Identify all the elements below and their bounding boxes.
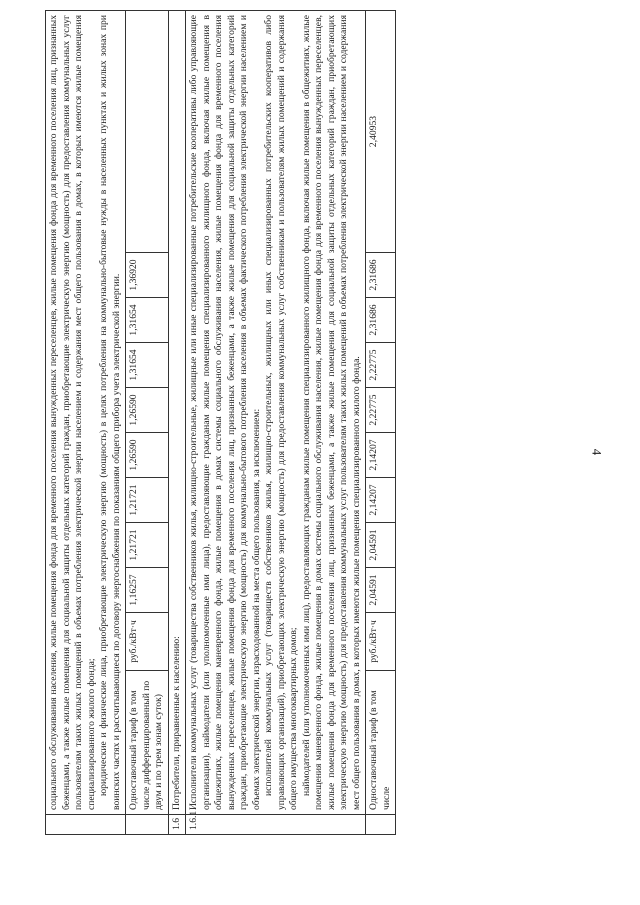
empty-cell: [126, 11, 169, 253]
tariff-value: 1,31654: [126, 298, 169, 343]
table-row-1-6-1: [186, 11, 366, 835]
tariff-label: Одноставочный тариф (в том числе: [366, 671, 396, 815]
table-row-tariff-2: [366, 11, 396, 835]
tariff-value: 2,40953: [366, 11, 396, 253]
tariff-value: 2,31686: [366, 298, 396, 343]
tariff-value: 1,36920: [126, 253, 169, 298]
tariff-value: 2,31686: [366, 253, 396, 298]
tariff-value: 2,22775: [366, 388, 396, 433]
table-row-1-6: [168, 11, 186, 835]
continuation-text: [46, 11, 126, 815]
tariff-value: 2,14207: [366, 478, 396, 523]
tariff-value: 1,26590: [126, 433, 169, 478]
rotated-page: [45, 15, 575, 835]
row-num-cell: [126, 815, 169, 835]
tariff-value: 2,22775: [366, 343, 396, 388]
tariff-value: 2,04591: [366, 568, 396, 613]
row-text: [186, 11, 366, 815]
paragraph: социального обслуживания населения, жилые помещения фонда для временного поселения вынужденных переселенцев, жилые помещения фонда для временного поселения лиц, признанных беженцами, а также жилые помещения для социальной защиты отдельных категорий граждан, приобретающие электрическую энергию (мощность) для предоставления коммунальных услуг пользователям таких жилых помещений в объемах потребления электрической энергии населением и содержания мест общего пользования в домах, в которых имеются жилые помещения специализированного жилого фонда;: [48, 15, 97, 810]
paragraph: Исполнители коммунальных услуг (товарищества собственников жилья, жилищно-строительные, жилищные или иные специализированные потребительские кооперативы либо управляющие организации), наймодатели (или уполномоченные ими лица), предоставляющие гражданам жилые помещения специализированного жилищного фонда, включая жилые помещения в общежитиях, жилые помещения маневренного фонда, жилые помещения в домах системы социального обслуживания населения, жилые помещения фонда для временного поселения вынужденных переселенцев, жилые помещения фонда для временного поселения лиц, признанных беженцами, а также жилые помещения для социальной защиты отдельных категорий граждан, приобретающие электрическую энергию (мощность) для коммунально-бытового потребления населения в объемах фактического потребления электрической энергии населением и объемах электрической энергии, израсходованной на места общего пользования, за исключением:: [188, 15, 262, 810]
row-num-cell: 1.6: [168, 815, 186, 835]
page-number: 4: [589, 448, 605, 456]
table-row-continuation: [46, 11, 126, 835]
tariff-unit: руб./кВт·ч: [126, 613, 169, 671]
tariff-value: 1,31654: [126, 343, 169, 388]
tariff-value: 2,04591: [366, 523, 396, 568]
paragraph: наймодателей (или уполномоченных ими лиц), предоставляющих гражданам жилые помещения специализированного жилищного фонда, включая жилые помещения в общежитиях, жилые помещения маневренного фонда, жилые помещения в домах системы социального обслуживания населения, жилые помещения фонда для временного поселения вынужденных переселенцев, жилые помещения фонда для временного поселения лиц, признанных беженцами, а также жилые помещения для социальной защиты отдельных категорий граждан, приобретающих электрическую энергию (мощность) для предоставления коммунальных услуг пользователям таких жилых помещений в объемах потребления электрической энергии населением и содержания мест общего пользования в домах, в которых имеются жилые помещения специализированного жилого фонда.: [300, 15, 362, 810]
tariff-value: 1,21721: [126, 478, 169, 523]
paragraph: исполнителей коммунальных услуг (товариществ собственников жилья, жилищно-строительных, жилищных или иных специализированных потребительских кооперативов либо управляющих организаций), приобретающих электрическую энергию (мощность) для предоставления коммунальных услуг собственникам и пользователям жилых помещений и содержания общего имущества многоквартирных домов;: [263, 15, 299, 810]
tariff-value: 1,16257: [126, 568, 169, 613]
paragraph: юридические и физические лица, приобретающие электрическую энергию (мощность) в целях потребления на коммунально-бытовые нужды в населенных пунктах и жилых зонах при воинских частях и рассчитывающиеся по договору энергоснабжения по показаниям общего прибора учета электрической энергии.: [98, 15, 122, 810]
tariff-value: 1,26590: [126, 388, 169, 433]
section-heading: Потребители, приравненные к населению:: [168, 11, 186, 815]
tariff-table: [45, 10, 396, 835]
table-row-tariff-1: [126, 11, 169, 835]
tariff-value: 2,14207: [366, 433, 396, 478]
row-num-cell: 1.6.1: [186, 815, 366, 835]
tariff-label: Одноставочный тариф (в том числе дифференцированный по двум и по трем зонам суток): [126, 671, 169, 815]
tariff-value: 1,21721: [126, 523, 169, 568]
row-num-cell: [366, 815, 396, 835]
tariff-unit: руб./кВт·ч: [366, 613, 396, 671]
row-num-cell: [46, 815, 126, 835]
